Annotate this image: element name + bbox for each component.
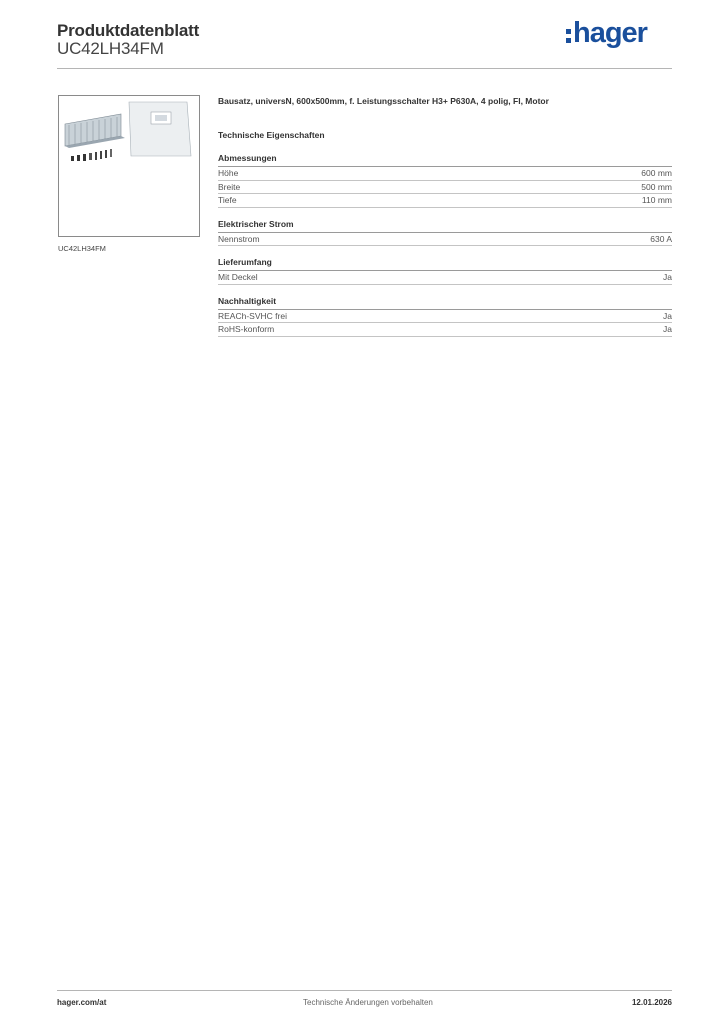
section-dimensions	[218, 153, 672, 208]
section-title: Lieferumfang	[218, 257, 672, 271]
property-label: Breite	[218, 181, 241, 192]
footer-notice: Technische Änderungen vorbehalten	[303, 998, 433, 1007]
logo-text: hager	[573, 16, 647, 49]
property-value: Ja	[663, 272, 672, 282]
property-label: RoHS-konform	[218, 324, 275, 334]
product-kit-illustration-icon	[59, 96, 199, 236]
footer-date: 12.01.2026	[631, 998, 672, 1007]
property-row	[218, 194, 672, 208]
property-value: 110 mm	[641, 195, 672, 205]
property-label: Nennstrom	[218, 233, 260, 244]
section-title: Elektrischer Strom	[218, 219, 672, 233]
property-row	[218, 310, 672, 324]
property-label: REACh-SVHC frei	[218, 310, 287, 321]
hager-logo	[566, 17, 666, 49]
mounting-frame-icon	[65, 114, 125, 148]
section-title: Nachhaltigkeit	[218, 296, 672, 310]
cover-plate-icon	[129, 102, 191, 156]
header-divider	[57, 68, 672, 69]
property-value: Ja	[663, 310, 672, 321]
section-scope-of-delivery	[218, 257, 672, 285]
footer-divider	[57, 990, 672, 991]
product-details	[218, 96, 672, 337]
product-image	[58, 95, 200, 237]
footer-website: hager.com/at	[57, 998, 107, 1007]
property-label: Höhe	[218, 168, 239, 178]
property-label: Tiefe	[218, 195, 237, 205]
section-electrical-current	[218, 219, 672, 247]
property-row	[218, 181, 672, 195]
section-sustainability	[218, 296, 672, 337]
property-value: 500 mm	[641, 181, 672, 192]
property-label: Mit Deckel	[218, 272, 258, 282]
product-description: Bausatz, universN, 600x500mm, f. Leistungsschalter H3+ P630A, 4 polig, FI, Motor	[218, 96, 549, 106]
logo-dots-icon	[566, 29, 571, 43]
accessories-icon	[71, 149, 112, 161]
property-row	[218, 167, 672, 181]
property-value: 630 A	[650, 233, 672, 244]
product-code: UC42LH34FM	[57, 39, 164, 58]
property-row	[218, 271, 672, 285]
document-title: Produktdatenblatt	[57, 21, 200, 40]
image-caption: UC42LH34FM	[58, 244, 106, 253]
property-row	[218, 323, 672, 337]
section-title: Abmessungen	[218, 153, 672, 167]
property-row	[218, 233, 672, 247]
property-value: 600 mm	[641, 168, 672, 178]
properties-heading: Technische Eigenschaften	[218, 130, 325, 140]
property-value: Ja	[663, 324, 672, 334]
